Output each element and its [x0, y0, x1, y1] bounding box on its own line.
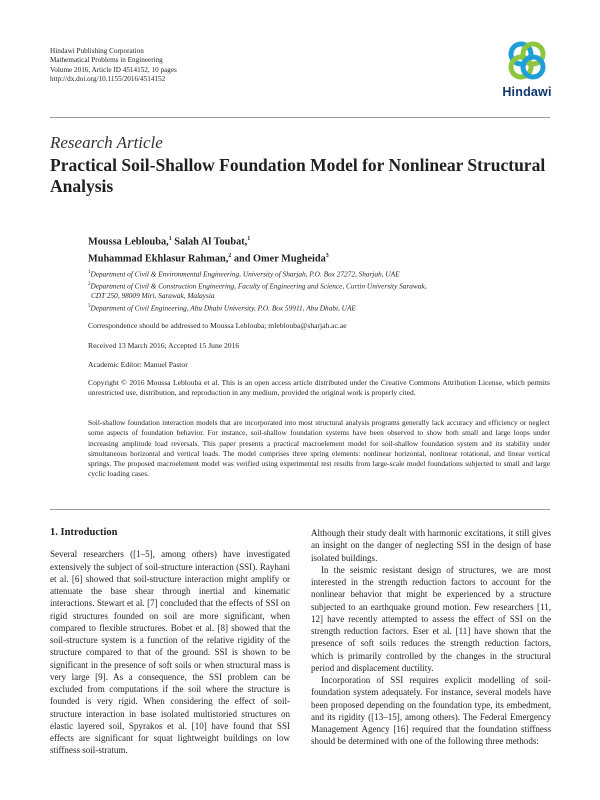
logo-wordmark: Hindawi — [502, 85, 552, 99]
journal-name: Mathematical Problems in Engineering — [50, 56, 163, 65]
author-name[interactable]: Salah Al Toubat, — [174, 236, 248, 248]
affiliation-marker: 2 — [228, 253, 232, 260]
copyright-notice: Copyright © 2016 Moussa Leblouba et al. This is an open access article distributed under the Creative Commons Attribution License, which permits unrestricted use, distribution, and reproduction in any medium, provided the original work is properly cited. — [88, 378, 550, 398]
article-type: Research Article — [50, 133, 163, 152]
paragraph: Incorporation of SSI requires explicit modelling of soil-foundation system adequately. For instance, several models have been proposed depending on the foundation type, its embedment, and its rigidity ([13–15], among others). The Federal Emergency Management Agency [16] required that the foundation stiffness should be determined with one of the following three methods: — [311, 675, 551, 747]
right-column — [311, 527, 551, 748]
affiliation-text: CDT 250, 98009 Miri, Sarawak, Malaysia — [91, 291, 215, 301]
affiliation-number: 2 — [88, 281, 91, 287]
affiliation-line — [88, 302, 558, 314]
volume-info: Volume 2016, Article ID 4514152, 10 pages — [50, 65, 177, 74]
author-list — [88, 232, 329, 267]
affiliation-text: Department of Civil Engineering, Abu Dhabi University, P.O. Box 59911, Abu Dhabi, UAE — [90, 303, 356, 313]
author-line-2 — [88, 249, 329, 266]
paragraph: Several researchers ([1–5], among others) have investigated extensively the subject of soil-structure interaction (SSI). Rayhani et al. [6] showed that soil-structure interaction might amplify or attenuate the base shear through inertial and kinematic interactions. Stewart et al. [7] concluded that the effects of SSI on rigid structures founded on soil are more significant, when compared to flexible structures. Bobet et al. [8] showed that the soil-structure system is a function of the relative rigidity of the structure compared to that of the ground. SSI is shown to be significant in the presence of soft soils or when structural mass is very large [9]. As a consequence, the SSI problem can be excluded from computations if the soil where the structure is founded is very rigid. When considering the effect of soil-structure interaction in base isolated multistoried structures on elastic layered soil, Spyrakos et al. [10] have found that SSI effects are significant for squat lightweight buildings on low stiffness soil-stratum. — [50, 549, 290, 756]
academic-editor: Academic Editor: Manuel Pastor — [88, 360, 188, 369]
abstract-divider — [50, 509, 550, 510]
paper-title: Practical Soil-Shallow Foundation Model for Nonlinear Structural Analysis — [50, 155, 546, 196]
abstract: Soil-shallow foundation interaction models that are incorporated into most structural analysis programs generally lack accuracy and efficiency or neglect some aspects of foundation behavior. For instance, soil-shallow foundation systems have been observed to show both small and large loops under increasing amplitude load reversals. This paper presents a practical macroelement model for soil-shallow foundation system and its stability under simultaneous horizontal and vertical loads. The model comprises three spring elements: nonlinear horizontal, nonlinear rotational, and linear vertical springs. The proposed macroelement model was verified using experimental test results from large-scale model foundations subjected to small and large cyclic loading cases. — [88, 418, 550, 479]
author-name[interactable]: Muhammad Ekhlasur Rahman, — [88, 253, 229, 265]
author-name[interactable]: and Omer Mugheida — [233, 253, 326, 265]
affiliation-marker: 1 — [168, 236, 172, 242]
hindawi-logo-icon — [504, 38, 550, 84]
affiliation-number: 3 — [88, 303, 91, 309]
affiliation-line — [88, 268, 558, 280]
affiliation-marker: 1 — [247, 236, 251, 242]
correspondence: Correspondence should be addressed to Moussa Leblouba; mleblouba@sharjah.ac.ae — [88, 321, 347, 330]
affiliation-line — [88, 291, 558, 301]
doi-link[interactable]: http://dx.doi.org/10.1155/2016/4514152 — [50, 75, 166, 84]
affiliation-line — [88, 280, 558, 292]
affiliation-number: 1 — [88, 270, 91, 275]
affiliation-text: Department of Civil & Construction Engineering, Faculty of Engineering and Science, Curtin University Sarawak, — [90, 281, 427, 291]
journal-header — [50, 47, 177, 85]
affiliation-text: Department of Civil & Environmental Engineering, University of Sharjah, P.O. Box 27272, Sharjah, UAE — [90, 269, 400, 279]
hindawi-logo — [495, 38, 559, 108]
affiliations — [88, 268, 558, 313]
header-divider — [50, 117, 550, 118]
author-line-1 — [88, 232, 329, 249]
paragraph: In the seismic resistant design of structures, we are most interested in the strength reduction factors to account for the nonlinear behavior that might be experienced by a structure subjected to an earthquake ground motion. Few researchers [11, 12] have recently attempted to assess the effect of SSI on the strength reduction factors. Eser et al. [11] have shown that the presence of soft soils reduces the strength reduction factors, which is primarily controlled by the changes in the structural period and displacement ductility. — [311, 564, 551, 673]
affiliation-marker: 3 — [325, 253, 329, 260]
paragraph: Although their study dealt with harmonic excitations, it still gives an insight on the danger of neglecting SSI in the design of base isolated buildings. — [311, 528, 551, 563]
left-column — [50, 527, 290, 757]
publisher: Hindawi Publishing Corporation — [50, 47, 144, 55]
author-name[interactable]: Moussa Leblouba, — [88, 236, 169, 248]
received-dates: Received 13 March 2016; Accepted 15 June 2016 — [88, 341, 240, 350]
section-heading: 1. Introduction — [50, 527, 118, 538]
